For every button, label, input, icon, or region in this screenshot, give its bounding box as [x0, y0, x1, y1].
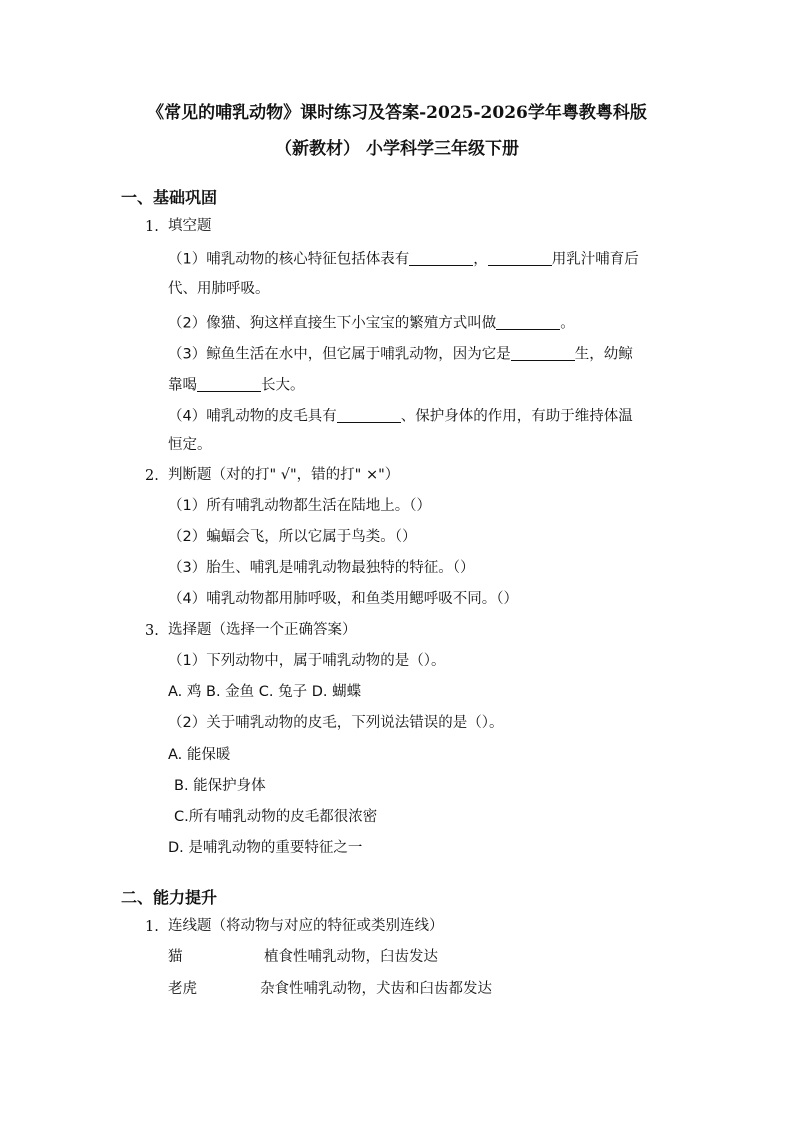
answer-blank[interactable] [488, 250, 552, 266]
text: ， [473, 251, 488, 268]
question-number: 3. [145, 623, 159, 639]
true-false-item-2: （2）蝙蝠会飞，所以它属于鸟类。（） [168, 529, 417, 545]
matching-animal: 猫 [168, 949, 183, 965]
choice-question-1-options: A. 鸡 B. 金鱼 C. 兔子 D. 蝴蝶 [168, 684, 362, 700]
choice-question-2: （2）关于哺乳动物的皮毛，下列说法错误的是（）。 [168, 715, 504, 731]
choice-option-c: C.所有哺乳动物的皮毛都很浓密 [174, 809, 378, 825]
question-number: 1. [145, 219, 159, 235]
document-title-line1: 《常见的哺乳动物》课时练习及答案-2025-2026学年粤教粤科版 [147, 103, 647, 123]
matching-animal: 老虎 [168, 981, 197, 997]
answer-blank[interactable] [409, 250, 473, 266]
question-label-choice: 选择题（选择一个正确答案） [168, 622, 357, 638]
choice-option-b: B. 能保护身体 [174, 778, 266, 794]
matching-feature: 植食性哺乳动物，臼齿发达 [264, 949, 438, 965]
question-label-fill-blank: 填空题 [168, 218, 212, 234]
section-heading-basics: 一、基础巩固 [121, 188, 218, 207]
true-false-item-4: （4）哺乳动物都用肺呼吸，和鱼类用鳃呼吸不同。（） [168, 591, 518, 607]
answer-blank[interactable] [496, 314, 560, 330]
question-label-true-false: 判断题（对的打" √"，错的打" ×"） [168, 467, 400, 483]
choice-option-a: A. 能保暖 [168, 747, 231, 763]
fill-blank-item-3-cont [168, 376, 305, 393]
text: （1）哺乳动物的核心特征包括体表有 [168, 251, 410, 268]
text: 。 [560, 315, 575, 332]
choice-question-1: （1）下列动物中，属于哺乳动物的是（）。 [168, 653, 446, 669]
section-heading-advanced: 二、能力提升 [121, 888, 218, 907]
text: （2）像猫、狗这样直接生下小宝宝的繁殖方式叫做 [168, 315, 497, 332]
text: 长大。 [261, 377, 305, 394]
question-label-matching: 连线题（将动物与对应的特征或类别连线） [168, 918, 444, 934]
fill-blank-item-3 [168, 345, 633, 362]
fill-blank-item-1 [168, 250, 639, 267]
text: （4）哺乳动物的皮毛具有 [168, 408, 337, 425]
fill-blank-item-2 [168, 314, 575, 331]
answer-blank[interactable] [337, 407, 401, 423]
text: 生，幼鲸 [574, 346, 633, 363]
text: 用乳汁哺育后 [551, 251, 639, 268]
answer-blank[interactable] [197, 376, 261, 392]
text: （3）鲸鱼生活在水中，但它属于哺乳动物，因为它是 [168, 346, 511, 363]
fill-blank-item-4-cont: 恒定。 [168, 437, 212, 453]
text: 靠喝 [168, 377, 197, 394]
choice-option-d: D. 是哺乳动物的重要特征之一 [168, 840, 363, 856]
fill-blank-item-4 [168, 407, 633, 424]
answer-blank[interactable] [511, 345, 575, 361]
question-number: 1. [145, 919, 159, 935]
text: 、保护身体的作用，有助于维持体温 [400, 408, 633, 425]
true-false-item-3: （3）胎生、哺乳是哺乳动物最独特的特征。（） [168, 560, 475, 576]
true-false-item-1: （1）所有哺乳动物都生活在陆地上。（） [168, 498, 431, 514]
question-number: 2. [145, 468, 159, 484]
matching-feature: 杂食性哺乳动物，犬齿和臼齿都发达 [260, 981, 492, 997]
fill-blank-item-1-cont: 代、用肺呼吸。 [168, 281, 270, 297]
document-title-line2: （新教材） 小学科学三年级下册 [275, 139, 519, 159]
